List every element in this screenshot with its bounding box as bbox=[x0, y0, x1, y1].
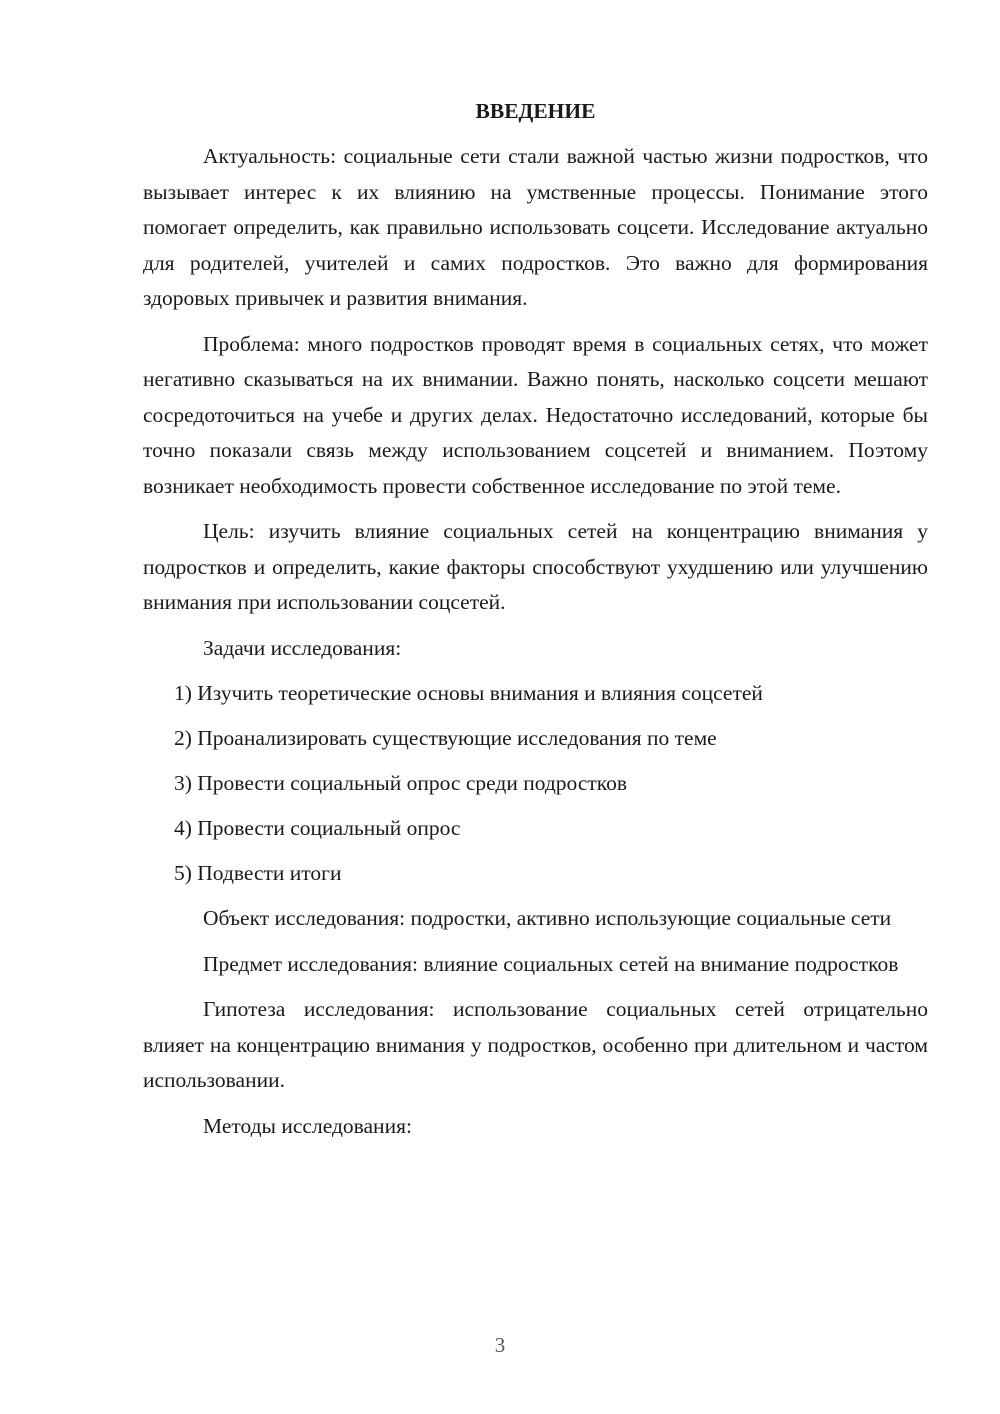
relevance-paragraph: Актуальность: социальные сети стали важной частью жизни подростков, что вызывает интерес к их влиянию на умственные процессы. Понимание этого помогает определить, как правильно использовать соцсети. Исследование актуально для родителей, учителей и самих подростков. Это важно для формирования здоровых привычек и развития внимания. bbox=[143, 144, 928, 310]
page-number: 3 bbox=[494, 1333, 506, 1357]
list-item: 4) Провести социальный опрос bbox=[174, 816, 461, 841]
list-item: 2) Проанализировать существующие исследования по теме bbox=[174, 726, 717, 751]
list-item: 3) Провести социальный опрос среди подростков bbox=[174, 771, 628, 796]
object-paragraph: Объект исследования: подростки, активно использующие социальные сети bbox=[203, 906, 892, 931]
problem-paragraph: Проблема: много подростков проводят время в социальных сетях, что может негативно сказываться на их внимании. Важно понять, насколько соцсети мешают сосредоточиться на учебе и других делах. Недостаточно исследований, которые бы точно показали связь между использованием соцсетей и вниманием. Поэтому возникает необходимость провести собственное исследование по этой теме. bbox=[143, 331, 928, 498]
goal-paragraph: Цель: изучить влияние социальных сетей на концентрацию внимания у подростков и определить, какие факторы способствуют ухудшению или улучшению внимания при использовании соцсетей. bbox=[143, 519, 928, 614]
subject-paragraph: Предмет исследования: влияние социальных сетей на внимание подростков bbox=[203, 951, 899, 976]
methods-heading: Методы исследования: bbox=[203, 1113, 412, 1138]
tasks-heading: Задачи исследования: bbox=[203, 635, 402, 660]
list-item: 5) Подвести итоги bbox=[174, 861, 342, 886]
document-page bbox=[143, 94, 928, 1154]
list-item: 1) Изучить теоретические основы внимания и влияния соцсетей bbox=[174, 681, 763, 705]
tasks-list bbox=[143, 676, 928, 892]
hypothesis-paragraph: Гипотеза исследования: использование социальных сетей отрицательно влияет на концентрацию внимания у подростков, особенно при длительном и частом использовании. bbox=[143, 997, 928, 1093]
page-title: ВВЕДЕНИЕ bbox=[475, 99, 596, 123]
